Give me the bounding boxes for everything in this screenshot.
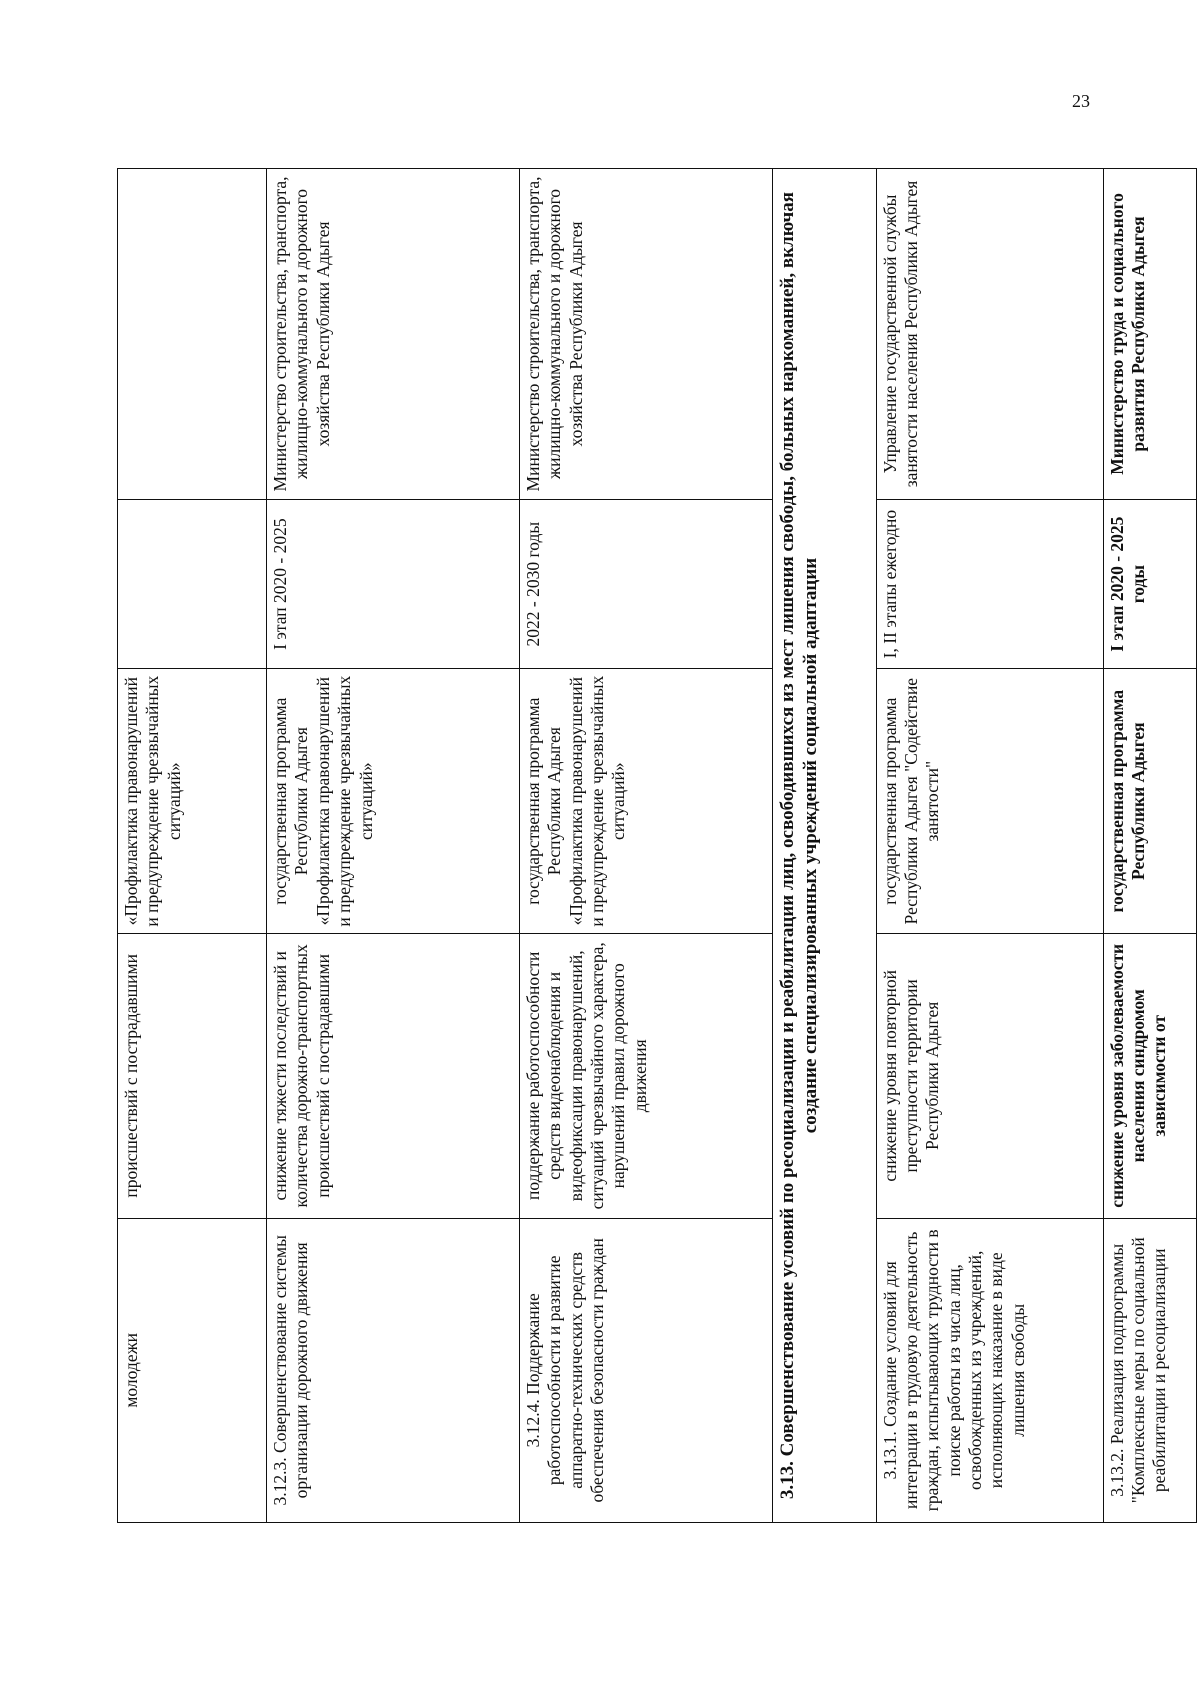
executor-cell: Министерство строительства, транспорта, жилищно-коммунального и дорожного хозяйства Республики Адыгея bbox=[520, 169, 773, 500]
result-cell: снижение уровня заболеваемости населения синдромом зависимости от bbox=[1103, 934, 1196, 1219]
rotated-table-sheet bbox=[117, 168, 1197, 1523]
executor-cell: Управление государственной службы занятости населения Республики Адыгея bbox=[876, 169, 1103, 500]
table-row bbox=[267, 169, 520, 1523]
table-row bbox=[520, 169, 773, 1523]
table-row bbox=[118, 169, 267, 1523]
section-heading: 3.13. Совершенствование условий по ресоциализации и реабилитации лиц, освободившихся из мест лишения свободы, больных наркоманией, включая создание специализированных учреждений социальной адаптации bbox=[772, 169, 876, 1523]
executor-cell: Министерство труда и социального развития Республики Адыгея bbox=[1103, 169, 1196, 500]
measure-name-cell: 3.13.1. Создание условий для интеграции в трудовую деятельность граждан, испытывающих трудности в поиске работы из числа лиц, освобожденных из учреждений, исполняющих наказание в виде лишения свободы bbox=[876, 1218, 1103, 1522]
measure-name-cell: 3.13.2. Реализация подпрограммы "Комплексные меры по социальной реабилитации и ресоциализации bbox=[1103, 1218, 1196, 1522]
executor-cell: Министерство строительства, транспорта, жилищно-коммунального и дорожного хозяйства Республики Адыгея bbox=[267, 169, 520, 500]
result-cell: поддержание работоспособности средств видеонаблюдения и видеофиксации правонарушений, ситуаций чрезвычайного характера, нарушений правил дорожного движения bbox=[520, 934, 773, 1219]
measure-name-cell: молодежи bbox=[118, 1218, 267, 1522]
term-cell: I этап 2020 - 2025 bbox=[267, 499, 520, 668]
program-cell: государственная программа Республики Адыгея "Содействие занятости" bbox=[876, 669, 1103, 934]
result-cell: снижение уровня повторной преступности территории Республики Адыгея bbox=[876, 934, 1103, 1219]
executor-cell bbox=[118, 169, 267, 500]
table-row bbox=[876, 169, 1103, 1523]
section-row bbox=[772, 169, 876, 1523]
program-cell: государственная программа Республики Адыгея «Профилактика правонарушений и предупреждение чрезвычайных ситуаций» bbox=[520, 669, 773, 934]
measures-table bbox=[117, 168, 1197, 1523]
measure-name-cell: 3.12.4. Поддержание работоспособности и развитие аппаратно-технических средств обеспечения безопасности граждан bbox=[520, 1218, 773, 1522]
program-cell: «Профилактика правонарушений и предупреждение чрезвычайных ситуаций» bbox=[118, 669, 267, 934]
program-cell: государственная программа Республики Адыгея bbox=[1103, 669, 1196, 934]
measure-name-cell: 3.12.3. Совершенствование системы организации дорожного движения bbox=[267, 1218, 520, 1522]
table-row bbox=[1103, 169, 1196, 1523]
page-number: 23 bbox=[1072, 91, 1090, 111]
term-cell: I этап 2020 - 2025 годы bbox=[1103, 499, 1196, 668]
program-cell: государственная программа Республики Адыгея «Профилактика правонарушений и предупреждение чрезвычайных ситуаций» bbox=[267, 669, 520, 934]
term-cell bbox=[118, 499, 267, 668]
term-cell: 2022 - 2030 годы bbox=[520, 499, 773, 668]
term-cell: I, II этапы ежегодно bbox=[876, 499, 1103, 668]
result-cell: снижение тяжести последствий и количества дорожно-транспортных происшествий с пострадавшими bbox=[267, 934, 520, 1219]
result-cell: происшествий с пострадавшими bbox=[118, 934, 267, 1219]
